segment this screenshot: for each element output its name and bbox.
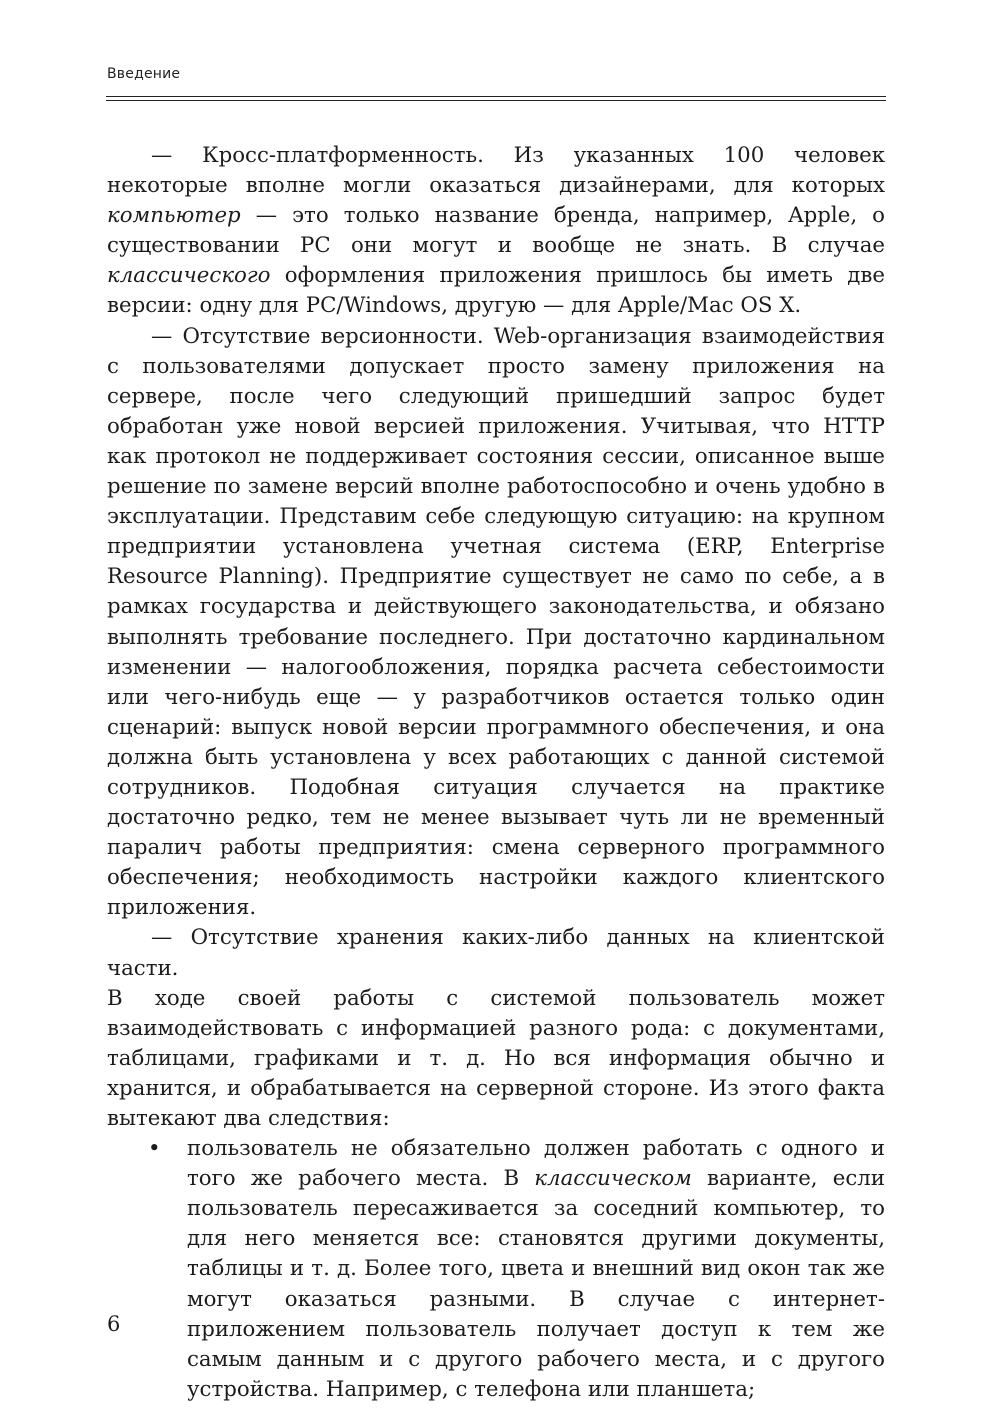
p1-text-c: оформления приложения пришлось бы иметь две версии: одну для PC/Windows, другую — для Apple/Mac OS X.	[107, 263, 885, 319]
paragraph-cross-platform	[107, 141, 885, 322]
page-number: 6	[107, 1312, 121, 1336]
bullet-emphasis-classic: классическом	[534, 1166, 692, 1192]
paragraph-no-client-storage-cont: В ходе своей работы с системой пользователь может взаимодействовать с информацией разного рода: с документами, таблицами, графиками и т. д. Но вся информация обычно и хранится, и обрабатывается на серверной стороне. Из этого факта вытекают два следствия:	[107, 985, 885, 1131]
bullet-text-b: варианте, если пользователь пересаживается за соседний компьютер, то для него меняется все: становятся другими документы, таблицы и т. д. Более того, цвета и внешний вид окон так же могут оказаться разными. В случае с интернет-приложением пользователь получает доступ к тем же самым данным и с другого рабочего места, и с другого устройства. Например, с телефона или планшета;	[187, 1166, 885, 1402]
p1-emphasis-computer: компьютер	[107, 203, 241, 229]
bullet-item	[107, 1134, 885, 1405]
paragraph-no-versioning: — Отсутствие версионности. Web-организация взаимодействия с пользователями допускает просто замену приложения на сервере, после чего следующий пришедший запрос будет обработан уже новой версией приложения. Учитывая, что HTTP как протокол не поддерживает состояния сессии, описанное выше решение по замене версий вполне работоспособно и очень удобно в эксплуатации. Представим себе следующую ситуацию: на крупном предприятии установлена учетная система (ERP, Enterprise Resource Planning). Предприятие существует не само по себе, а в рамках государства и действующего законодательства, и обязано выполнять требование последнего. При достаточно кардинальном изменении — налогообложения, порядка расчета себестоимости или чего-нибудь еще — у разработчиков остается только один сценарий: выпуск новой версии программного обеспечения, и она должна быть установлена у всех работающих с данной системой сотрудников. Подобная ситуация случается на практике достаточно редко, тем не менее вызывает чуть ли не временный паралич работы предприятия: смена серверного программного обеспечения; необходимость настройки каждого клиентского приложения.	[107, 323, 885, 921]
running-header: Введение	[107, 66, 181, 82]
p1-emphasis-classic: классического	[107, 263, 271, 289]
paragraph-no-client-storage: — Отсутствие хранения каких-либо данных на клиентской части.	[107, 925, 885, 981]
header-rule-bottom	[106, 100, 886, 101]
bullet-text-a: пользователь не обязательно должен работать с одного и того же рабочего места. В	[187, 1136, 885, 1192]
p1-text-a: — Кросс-платформенность. Из указанных 100 человек некоторые вполне могли оказаться дизайнерами, для которых	[107, 143, 885, 199]
p1-text-b: — это только название бренда, например, Apple, о существовании PC они могут и вообще не знать. В случае	[107, 203, 885, 259]
header-rule-top	[106, 96, 886, 97]
bullet-icon: •	[148, 1136, 161, 1162]
body-text	[107, 141, 885, 1405]
